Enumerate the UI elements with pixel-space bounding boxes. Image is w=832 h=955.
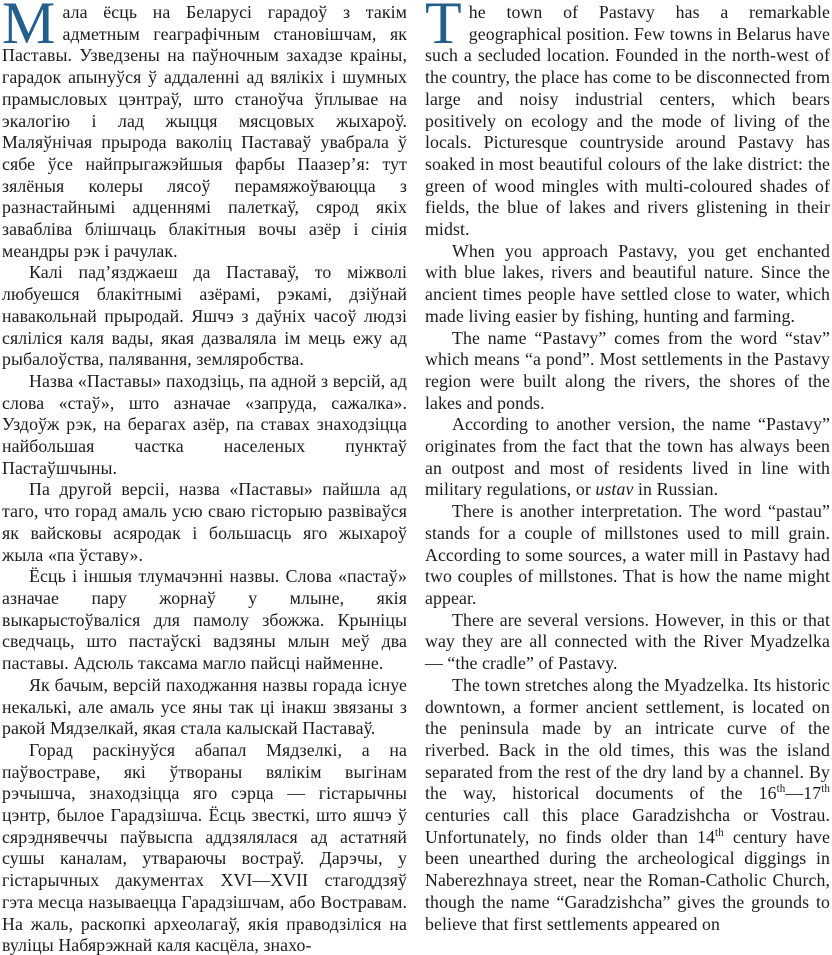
column-belarusian <box>2 2 407 955</box>
paragraph: Горад раскінуўся абапал Мядзелкі, а на паўвостраве, які ўтвораны вялікім выгінам рэчышча, знаходзіцца яго сэрца — гістарычны цэнтр, былое Гарадзішча. Ёсць звесткі, што яшчэ ў сярэднявеччы паўвыспа аддзялялася ад астатняй сушы каналам, утвараючы востраў. Дарэчы, у гістарычных дакументах XVI—XVII стагоддзяў гэта месца называецца Гарадзішчам, або Востравам. На жаль, раскопкі археолагаў, якія праводзіліся на вуліцы Набярэжнай каля касцёла, знахо- <box>2 739 407 955</box>
paragraph: Па другой версіі, назва «Паставы» пайшла ад таго, что горад амаль усю сваю гісторыю развіваўся як вайсковы асяродак і большасць яго жыхароў жыла «па ўставу». <box>2 479 407 565</box>
paragraph: The town of Pastavy has a remarkable geographical position. Few towns in Belarus have such a secluded location. Founded in the north-west of the country, the place has come to be disconnected from large and noisy industrial centers, which bears positively on ecology and the mode of living of the locals. Picturesque countryside around Pastavy has soaked in most beautiful colours of the lake district: the green of wood mingles with multi-coloured shades of fields, the blue of lakes and rivers glistening in their midst. <box>425 0 830 240</box>
paragraph: The name “Pastavy” comes from the word “stav” which means “a pond”. Most settlements in the Pastavy region were built along the rivers, the shores of the lakes and ponds. <box>425 327 830 413</box>
drop-cap: М <box>2 0 56 56</box>
drop-cap: T <box>425 0 462 56</box>
paragraph: Ёсць і іншыя тлумачэнні назвы. Слова «пастаў» азначае пару жорнаў у млыне, якія выкарыстоўваліся для памолу збожжа. Крыніцы сведчаць, што пастаўскі вадзяны млын меў два паставы. Адсюль таксама магло пайсці найменне. <box>2 566 407 674</box>
paragraph: There is another interpretation. The word “pastau” stands for a couple of millstones used to mill grain. According to some sources, a water mill in Pastavy had two couples of millstones. That is how the name might appear. <box>425 501 830 608</box>
paragraph: The town stretches along the Myadzelka. Its historic downtown, a former ancient settlement, is located on the peninsula made by an intricate curve of the riverbed. Back in the old times, this was the island separated from the rest of the dry land by a channel. By the way, historical documents of the 16th—17th centuries call this place Garadzishcha or Vostrau. Unfortunately, no finds older than 14th century have been unearthed during the archeological diggings in Naberezhnaya street, near the Roman-Catholic Church, though the name “Garadzishcha” gives the grounds to believe that first settlements appeared on <box>425 674 831 934</box>
paragraph: When you approach Pastavy, you get enchanted with blue lakes, rivers and beautiful nature. Since the ancient times people have settled close to water, which made living easier by fishing, hunting and farming. <box>425 240 830 326</box>
paragraph: There are several versions. However, in this or that way they are all connected with the River Myadzelka — “the cradle” of Pastavy. <box>425 609 830 674</box>
paragraph: Назва «Паставы» паходзіць, па адной з версій, ад слова «стаў», што азначае «запруда, сажалка». Уздоўж рэк, на берагах азёр, па ставах знаходзіцца найбольшая частка населеных пунктаў Пастаўшчыны. <box>2 370 407 478</box>
paragraph: Мала ёсць на Беларусі гарадоў з такім адметным геаграфічным становішчам, як Паставы. Узведзены на паўночным захадзе краіны, гарадок апынуўся ў аддаленні ад вялікіх і шумных прамысловых цэнтраў, што станоўча ўплывае на экалогію і лад жыцця мясцовых жыхароў. Маляўнічая прырода ваколіц Паставаў увабрала ў сябе ўсе найпрыгажэйшыя фарбы Паазер’я: тут зялёныя колеры лясоў перамяжоўваюцца з разнастайнымі адценнямі палеткаў, сярод якіх завабліва блішчаць блакітныя вочы азёр і сінія меандры рэк і рачулак. <box>2 0 407 261</box>
paragraph: According to another version, the name “Pastavy” originates from the fact that the town has always been an outpost and most of residents lived in line with military regulations, or ustav in Russian. <box>425 414 830 500</box>
column-english <box>425 2 830 955</box>
paragraph: Як бачым, версій паходжання назвы горада існуе некалькі, але амаль усе яны так ці інакш звязаны з ракой Мядзелкай, якая стала калыскай Паставаў. <box>2 674 407 739</box>
paragraph: Калі пад’язджаеш да Паставаў, то міжволі любуешся блакітнымі азёрамі, рэкамі, дзіўнай навакольнай прыродай. Яшчэ з даўніх часоў людзі сяліліся каля вады, якая дазваляла ім мець ежу ад рыбалоўства, палявання, земляробства. <box>2 262 407 370</box>
